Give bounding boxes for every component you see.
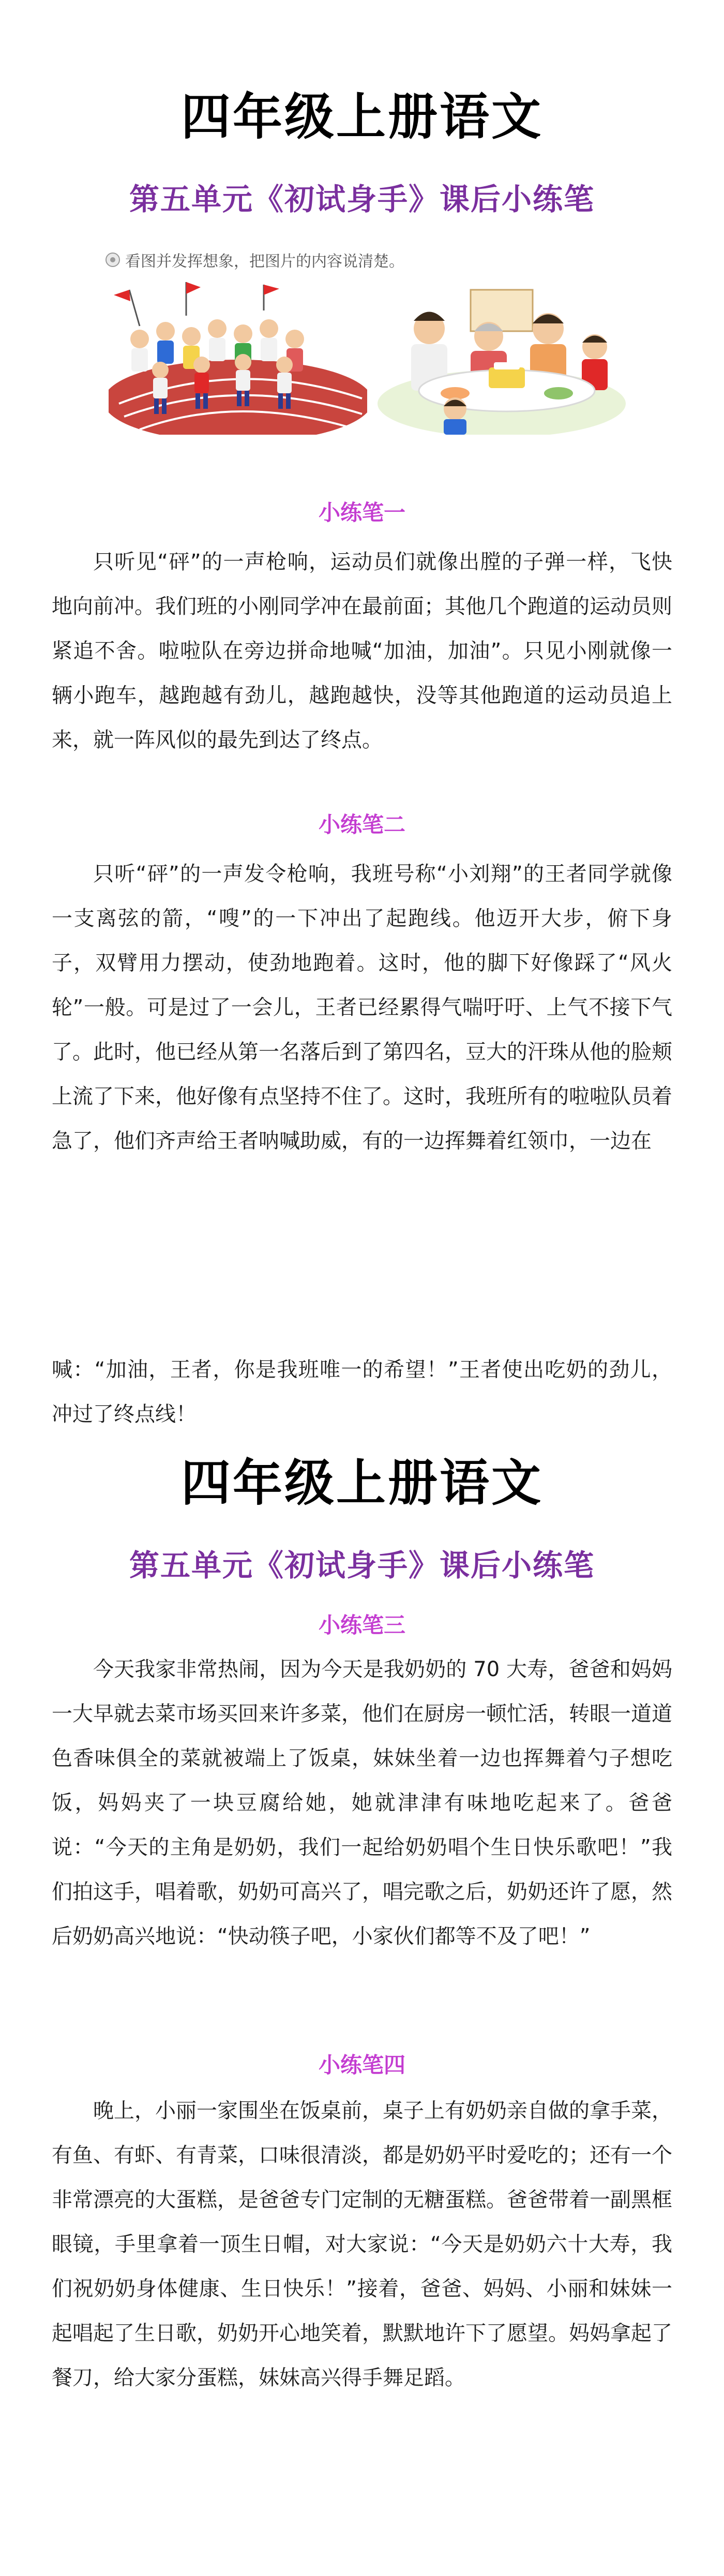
page-title: 四年级上册语文	[181, 88, 543, 146]
section-heading-1: 小练笔一	[318, 500, 405, 525]
family-dinner-picture-icon	[378, 279, 626, 435]
section-paragraph-1: 只听见“砰”的一声枪响，运动员们就像出膛的子弹一样，飞快地向前冲。我们班的小刚同学冲在最前面；其他几个跑道的运动员则紧追不舍。啦啦队在旁边拼命地喊“加油，加油”。只见小刚就像一辆小跑车，越跑越有劲儿，越跑越快，没等其他跑道的运动员追上来，就一阵风似的最先到达了终点。	[52, 550, 672, 752]
section-heading-3: 小练笔三	[318, 1612, 405, 1638]
page-title-2: 四年级上册语文	[181, 1454, 543, 1512]
section-paragraph-4: 晚上，小丽一家围坐在饭桌前，桌子上有奶奶亲自做的拿手菜，有鱼、有虾、有青菜，口味很清淡，都是奶奶平时爱吃的；还有一个非常漂亮的大蛋糕，是爸爸专门定制的无糖蛋糕。爸爸带着一副黑框眼镜，手里拿着一顶生日帽，对大家说：“今天是奶奶六十大寿，我们祝奶奶身体健康、生日快乐！”接着，爸爸、妈妈、小丽和妹妹一起唱起了生日歌，奶奶开心地笑着，默默地许下了愿望。妈妈拿起了餐刀，给大家分蛋糕，妹妹高兴得手舞足蹈。	[52, 2099, 672, 2390]
section-paragraph-2-continued: 喊：“加油，王者，你是我班唯一的希望！”王者使出吃奶的劲儿，冲过了终点线！	[52, 1358, 672, 1426]
page-subtitle: 第五单元《初试身手》课后小练笔	[129, 182, 595, 217]
section-heading-2: 小练笔二	[318, 812, 405, 837]
instruction-text: 看图并发挥想象，把图片的内容说清楚。	[125, 253, 404, 271]
page-subtitle-2: 第五单元《初试身手》课后小练笔	[129, 1548, 595, 1583]
section-heading-4: 小练笔四	[318, 2052, 405, 2078]
section-paragraph-3: 今天我家非常热闹，因为今天是我奶奶的 70 大寿，爸爸和妈妈一大早就去菜市场买回来许多菜，他们在厨房一顿忙活，转眼一道道色香味俱全的菜就被端上了饭桌，妹妹坐着一边也挥舞着勺子想吃饭，妈妈夹了一块豆腐给她，她就津津有味地吃起来了。爸爸说：“今天的主角是奶奶，我们一起给奶奶唱个生日快乐歌吧！”我们拍这手，唱着歌，奶奶可高兴了，唱完歌之后，奶奶还许了愿，然后奶奶高兴地说：“快动筷子吧，小家伙们都等不及了吧！”	[52, 1657, 672, 1948]
section-paragraph-2: 只听“砰”的一声发令枪响，我班号称“小刘翔”的王者同学就像一支离弦的箭，“嗖”的一下冲出了起跑线。他迈开大步，俯下身子，双臂用力摆动，使劲地跑着。这时，他的脚下好像踩了“风火轮”一般。可是过了一会儿，王者已经累得气喘吁吁、上气不接下气了。此时，他已经从第一名落后到了第四名，豆大的汗珠从他的脸颊上流了下来，他好像有点坚持不住了。这时，我班所有的啦啦队员着急了，他们齐声给王者呐喊助威，有的一边挥舞着红领巾，一边在	[52, 862, 672, 1153]
race-picture-icon	[109, 279, 367, 435]
instruction-icon	[105, 252, 120, 268]
